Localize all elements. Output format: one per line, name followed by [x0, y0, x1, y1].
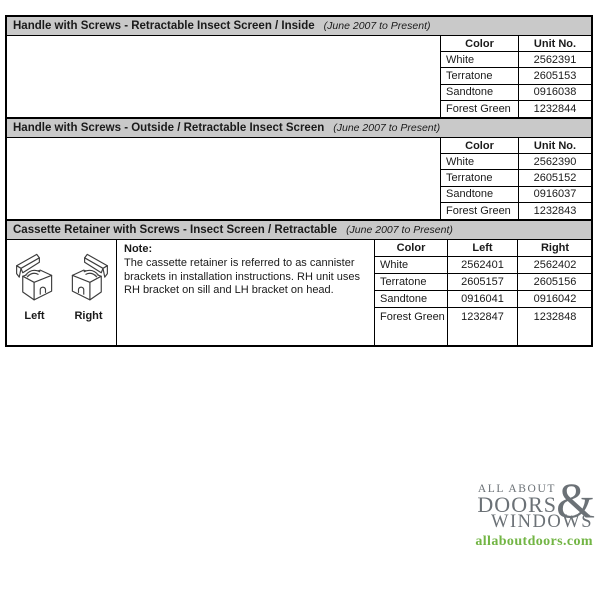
- column-header-color: Color: [441, 138, 518, 154]
- logo-website: allaboutdoors.com: [475, 534, 593, 549]
- section-body: [7, 240, 591, 345]
- logo-line-all-about: ALL ABOUT: [477, 483, 556, 495]
- color-cell: Sandtone: [441, 187, 518, 203]
- color-cell: Sandtone: [441, 85, 518, 101]
- column-header-right: Right: [517, 240, 592, 257]
- unit-cell: 0916038: [518, 85, 591, 101]
- left-unit-cell: 2605157: [447, 274, 517, 291]
- bracket-figures: [7, 249, 116, 322]
- column-header-left: Left: [447, 240, 517, 257]
- right-unit-cell: 0916042: [517, 291, 592, 308]
- right-bracket-illustration: [68, 249, 110, 307]
- color-cell: Forest Green: [380, 311, 445, 323]
- parts-table: [374, 240, 591, 345]
- logo-line-doors: DOORS: [477, 492, 557, 517]
- unit-cell: 2562390: [518, 154, 591, 170]
- section-handle-outside: [7, 117, 591, 219]
- column-header-color: Color: [375, 240, 447, 257]
- unit-cell: 2605153: [518, 68, 591, 84]
- column-header-color: Color: [441, 36, 518, 52]
- color-cell: White: [441, 154, 518, 170]
- color-cell: Sandtone: [375, 291, 447, 308]
- parts-table: [440, 36, 591, 117]
- left-bracket-illustration: [14, 249, 56, 307]
- left-bracket-figure: [14, 249, 56, 322]
- right-unit-cell: 2605156: [517, 274, 592, 291]
- right-unit-cell: 1232848: [517, 308, 592, 345]
- left-bracket-label: Left: [24, 310, 45, 322]
- logo-line-windows: WINDOWS: [491, 512, 593, 532]
- note-cell: [117, 240, 374, 345]
- left-unit-cell: 2562401: [447, 257, 517, 274]
- color-cell: Forest Green: [446, 204, 511, 217]
- column-header-unit: Unit No.: [518, 138, 591, 154]
- parts-document: [5, 15, 593, 347]
- color-cell: Terratone: [441, 170, 518, 186]
- left-unit-cell: 0916041: [447, 291, 517, 308]
- section-header: [7, 17, 591, 36]
- right-bracket-label: Right: [74, 310, 103, 322]
- ampersand-glyph: &: [556, 472, 595, 528]
- bracket-illustrations-cell: [7, 240, 117, 345]
- unit-cell: 0916037: [518, 187, 591, 203]
- color-cell: Forest Green: [446, 102, 511, 115]
- company-logo: [423, 472, 595, 555]
- color-cell: White: [375, 257, 447, 274]
- section-handle-inside: [7, 17, 591, 117]
- unit-cell: 2562391: [518, 52, 591, 68]
- unit-cell: 2605152: [518, 170, 591, 186]
- section-body: [7, 138, 591, 219]
- section-body: [7, 36, 591, 117]
- unit-cell: 1232844: [518, 101, 591, 117]
- color-cell: Terratone: [441, 68, 518, 84]
- section-title: Handle with Screws - Retractable Insect Screen / Inside: [13, 20, 315, 32]
- note-text: The cassette retainer is referred to as cannister brackets in installation instructions. RH unit uses RH bracket on sill and LH bracket on head.: [124, 256, 360, 297]
- left-unit-cell: 1232847: [447, 308, 517, 345]
- section-date-range: (June 2007 to Present): [333, 122, 441, 134]
- color-cell: Terratone: [375, 274, 447, 291]
- section-header: [7, 221, 591, 240]
- parts-table: [440, 138, 591, 219]
- section-date-range: (June 2007 to Present): [323, 20, 431, 32]
- section-cassette-retainer: [7, 219, 591, 345]
- section-title: Cassette Retainer with Screws - Insect Screen / Retractable: [13, 224, 338, 236]
- note-label: Note:: [124, 243, 153, 255]
- section-title: Handle with Screws - Outside / Retractable Insect Screen: [13, 122, 325, 134]
- right-unit-cell: 2562402: [517, 257, 592, 274]
- color-cell: White: [441, 52, 518, 68]
- right-bracket-figure: [68, 249, 110, 322]
- section-date-range: (June 2007 to Present): [346, 224, 453, 236]
- column-header-unit: Unit No.: [518, 36, 591, 52]
- section-header: [7, 119, 591, 138]
- unit-cell: 1232843: [518, 203, 591, 219]
